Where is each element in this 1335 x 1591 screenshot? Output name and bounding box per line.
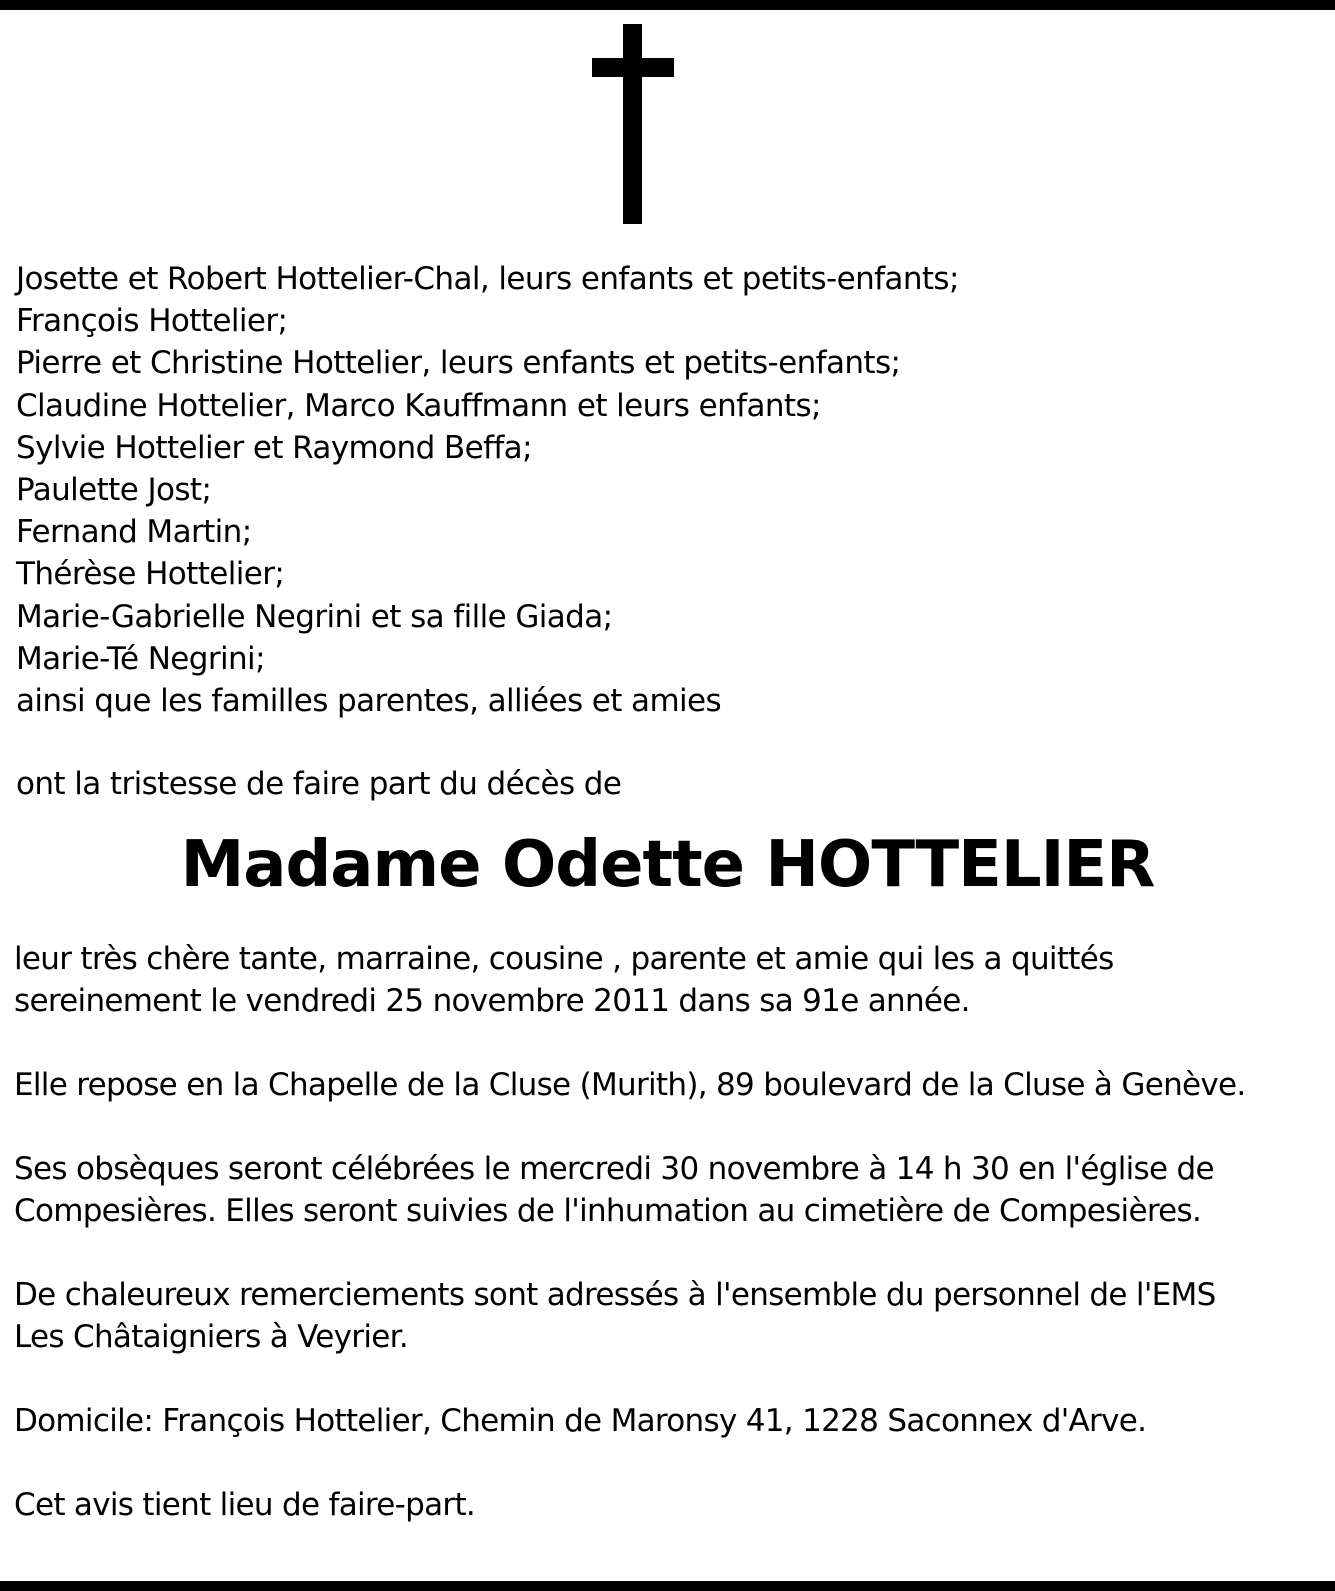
mourner-line: Marie-Té Negrini;	[16, 640, 265, 677]
mourner-line: Pierre et Christine Hottelier, leurs enfants et petits-enfants;	[16, 345, 901, 382]
mourner-line: Claudine Hottelier, Marco Kauffmann et leurs enfants;	[16, 387, 821, 424]
paragraph-line: sereinement le vendredi 25 novembre 2011 dans sa 91e année.	[14, 983, 970, 1019]
mourner-line: Thérèse Hottelier;	[16, 556, 285, 593]
bottom-border-rule	[0, 1581, 1335, 1591]
domicile-paragraph	[14, 1400, 1146, 1442]
relationship-paragraph	[14, 938, 1114, 1022]
mourner-line: ainsi que les familles parentes, alliées et amies	[16, 683, 722, 720]
paragraph-line: De chaleureux remerciements sont adressés à l'ensemble du personnel de l'EMS	[14, 1277, 1216, 1313]
announcement-text: ont la tristesse de faire part du décès de	[16, 766, 622, 802]
mourners-list	[16, 258, 959, 722]
cross-horizontal-bar	[592, 58, 674, 77]
mourner-line: Josette et Robert Hottelier-Chal, leurs enfants et petits-enfants;	[16, 261, 959, 297]
latin-cross-icon	[592, 24, 674, 224]
mourner-line: Paulette Jost;	[16, 472, 212, 509]
deceased-name: Madame Odette HOTTELIER	[180, 828, 1155, 902]
mourner-line: Sylvie Hottelier et Raymond Beffa;	[16, 429, 532, 466]
paragraph-line: leur très chère tante, marraine, cousine , parente et amie qui les a quittés	[14, 941, 1114, 977]
paragraph-line: Elle repose en la Chapelle de la Cluse (Murith), 89 boulevard de la Cluse à Genève.	[14, 1067, 1246, 1103]
mourner-line: François Hottelier;	[16, 303, 288, 340]
cross-vertical-bar	[623, 24, 642, 224]
funeral-paragraph	[14, 1148, 1214, 1232]
paragraph-line: Les Châtaigniers à Veyrier.	[14, 1319, 408, 1355]
paragraph-line: Compesières. Elles seront suivies de l'inhumation au cimetière de Compesières.	[14, 1193, 1202, 1229]
repose-paragraph	[14, 1064, 1246, 1106]
mourner-line: Fernand Martin;	[16, 514, 252, 551]
paragraph-line: Cet avis tient lieu de faire-part.	[14, 1487, 476, 1523]
mourner-line: Marie-Gabrielle Negrini et sa fille Giada;	[16, 598, 613, 635]
paragraph-line: Domicile: François Hottelier, Chemin de Maronsy 41, 1228 Saconnex d'Arve.	[14, 1403, 1147, 1439]
top-border-rule	[0, 0, 1335, 10]
notice-paragraph	[14, 1484, 475, 1526]
thanks-paragraph	[14, 1274, 1216, 1358]
paragraph-line: Ses obsèques seront célébrées le mercredi 30 novembre à 14 h 30 en l'église de	[14, 1151, 1214, 1187]
